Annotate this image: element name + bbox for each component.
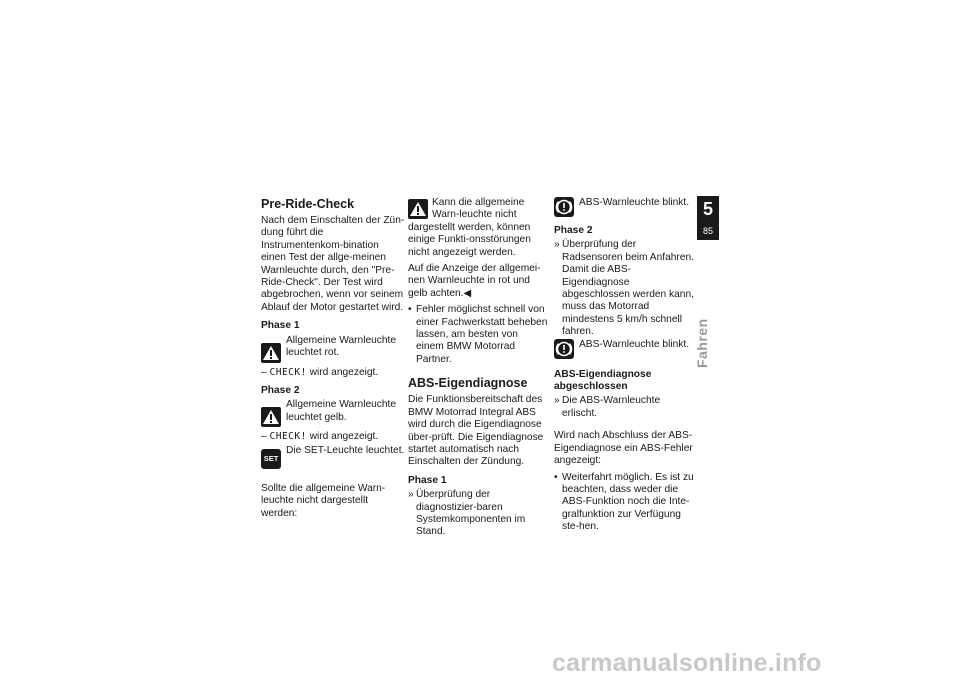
check-suffix: wird angezeigt. xyxy=(306,366,379,378)
set-lamp-text: Die SET-Leuchte leuchtet. xyxy=(286,444,405,456)
abs-warning-icon xyxy=(554,197,574,217)
bullet-mark: • xyxy=(554,471,558,483)
warning-note xyxy=(408,197,548,259)
check-display-text: CHECK! xyxy=(269,431,307,443)
abs-error-para: Wird nach Abschluss der ABS-Eigendiagnose ein ABS-Fehler angezeigt: xyxy=(554,430,693,467)
phase-2-check-line xyxy=(261,431,406,443)
phase-1-warning-row xyxy=(261,335,406,363)
step-text: Die ABS-Warnleuchte erlischt. xyxy=(562,395,661,419)
step-mark: » xyxy=(408,489,414,501)
step-mark: » xyxy=(554,239,560,251)
step-text: Überprüfung der Radsensoren beim Anfahren. Damit die ABS-Eigendiagnose abgeschlossen werden kann, muss das Motorrad mindestens 5 km/h schnell fahren. xyxy=(562,239,694,338)
set-lamp-label: SET xyxy=(263,453,279,463)
warning-note-text: Kann die allgemeine Warn-leuchte nicht dargestellt werden, können einige Funkti-onsstörungen nicht angezeigt werden. xyxy=(408,197,531,258)
set-lamp-row xyxy=(261,445,406,469)
phase-1-title: Phase 1 xyxy=(261,320,300,332)
dash-mark: – xyxy=(261,366,267,378)
chapter-tab xyxy=(697,196,719,240)
check-display-text: CHECK! xyxy=(269,366,307,378)
column-2 xyxy=(408,197,548,543)
set-lamp-icon xyxy=(261,449,281,469)
phase-2-warning-row xyxy=(261,399,406,427)
abs-done-title: ABS-Eigendiagnose abgeschlossen xyxy=(554,368,652,393)
abs-intro: Die Funktionsbereitschaft des BMW Motorrad Integral ABS wird durch die Eigendiagnose über-prüft. Die Eigendiagnose startet automatisch nach Einschalten der Zündung. xyxy=(408,394,544,468)
list-item xyxy=(554,395,694,420)
abs-phase-2-title: Phase 2 xyxy=(554,225,593,236)
check-suffix: wird angezeigt. xyxy=(306,431,379,443)
abs-warning-icon xyxy=(554,339,574,359)
step-mark: » xyxy=(554,395,560,407)
bullet-text: Weiterfahrt möglich. Es ist zu beachten, dass weder die ABS-Funktion noch die Inte-gralfunktion zur Verfügung ste-hen. xyxy=(562,471,694,533)
section-title-abs: ABS-Eigendiagnose xyxy=(408,376,528,391)
pre-ride-intro: Nach dem Einschalten der Zün-dung führt die Instrumentenkom-bination einen Test der allge-meinen Warnleuchte durch, den "Pre-Ride-Check". Der Test wird abgebrochen, wenn vor seinem Ablauf der Motor gestartet wird. xyxy=(261,215,405,313)
bullet-text: Fehler möglichst schnell von einer Fachwerkstatt beheben lassen, am besten von einem BMW Motorrad Partner. xyxy=(416,304,548,365)
abs-blink-text-1: ABS-Warnleuchte blinkt. xyxy=(579,197,690,208)
section-title-pre-ride-check: Pre-Ride-Check xyxy=(261,197,355,211)
phase-2-warning-text: Allgemeine Warnleuchte leuchtet gelb. xyxy=(286,399,397,423)
warning-triangle-icon xyxy=(261,343,281,363)
warning-triangle-icon xyxy=(408,199,428,219)
warning-triangle-icon xyxy=(261,407,281,427)
watermark: carmanualsonline.info xyxy=(552,649,822,677)
abs-blink-row-2 xyxy=(554,339,694,359)
step-text: Überprüfung der diagnostizier-baren Systemkomponenten im Stand. xyxy=(416,489,526,538)
phase-1-check-line xyxy=(261,367,406,379)
phase-1-warning-text: Allgemeine Warnleuchte leuchtet rot. xyxy=(286,334,397,359)
chapter-number: 5 xyxy=(702,199,713,219)
list-item xyxy=(408,489,548,539)
column-3 xyxy=(554,197,694,538)
abs-phase-1-title: Phase 1 xyxy=(408,474,447,486)
dash-mark: – xyxy=(261,431,267,443)
list-item xyxy=(408,304,548,366)
abs-blink-row-1 xyxy=(554,197,694,217)
list-item xyxy=(554,472,694,534)
phase-2-title: Phase 2 xyxy=(261,385,300,397)
column-1 xyxy=(261,197,406,524)
page-number: 85 xyxy=(702,226,713,236)
warning-note-para: Auf die Anzeige der allgemei-nen Warnleuchte in rot und gelb achten.◀ xyxy=(408,263,541,299)
chapter-side-label: Fahren xyxy=(694,318,710,368)
abs-blink-text-2: ABS-Warnleuchte blinkt. xyxy=(579,338,690,350)
list-item xyxy=(554,239,694,338)
bullet-mark: • xyxy=(408,304,412,316)
pre-ride-outro: Sollte die allgemeine Warn-leuchte nicht dargestellt werden: xyxy=(261,482,386,519)
